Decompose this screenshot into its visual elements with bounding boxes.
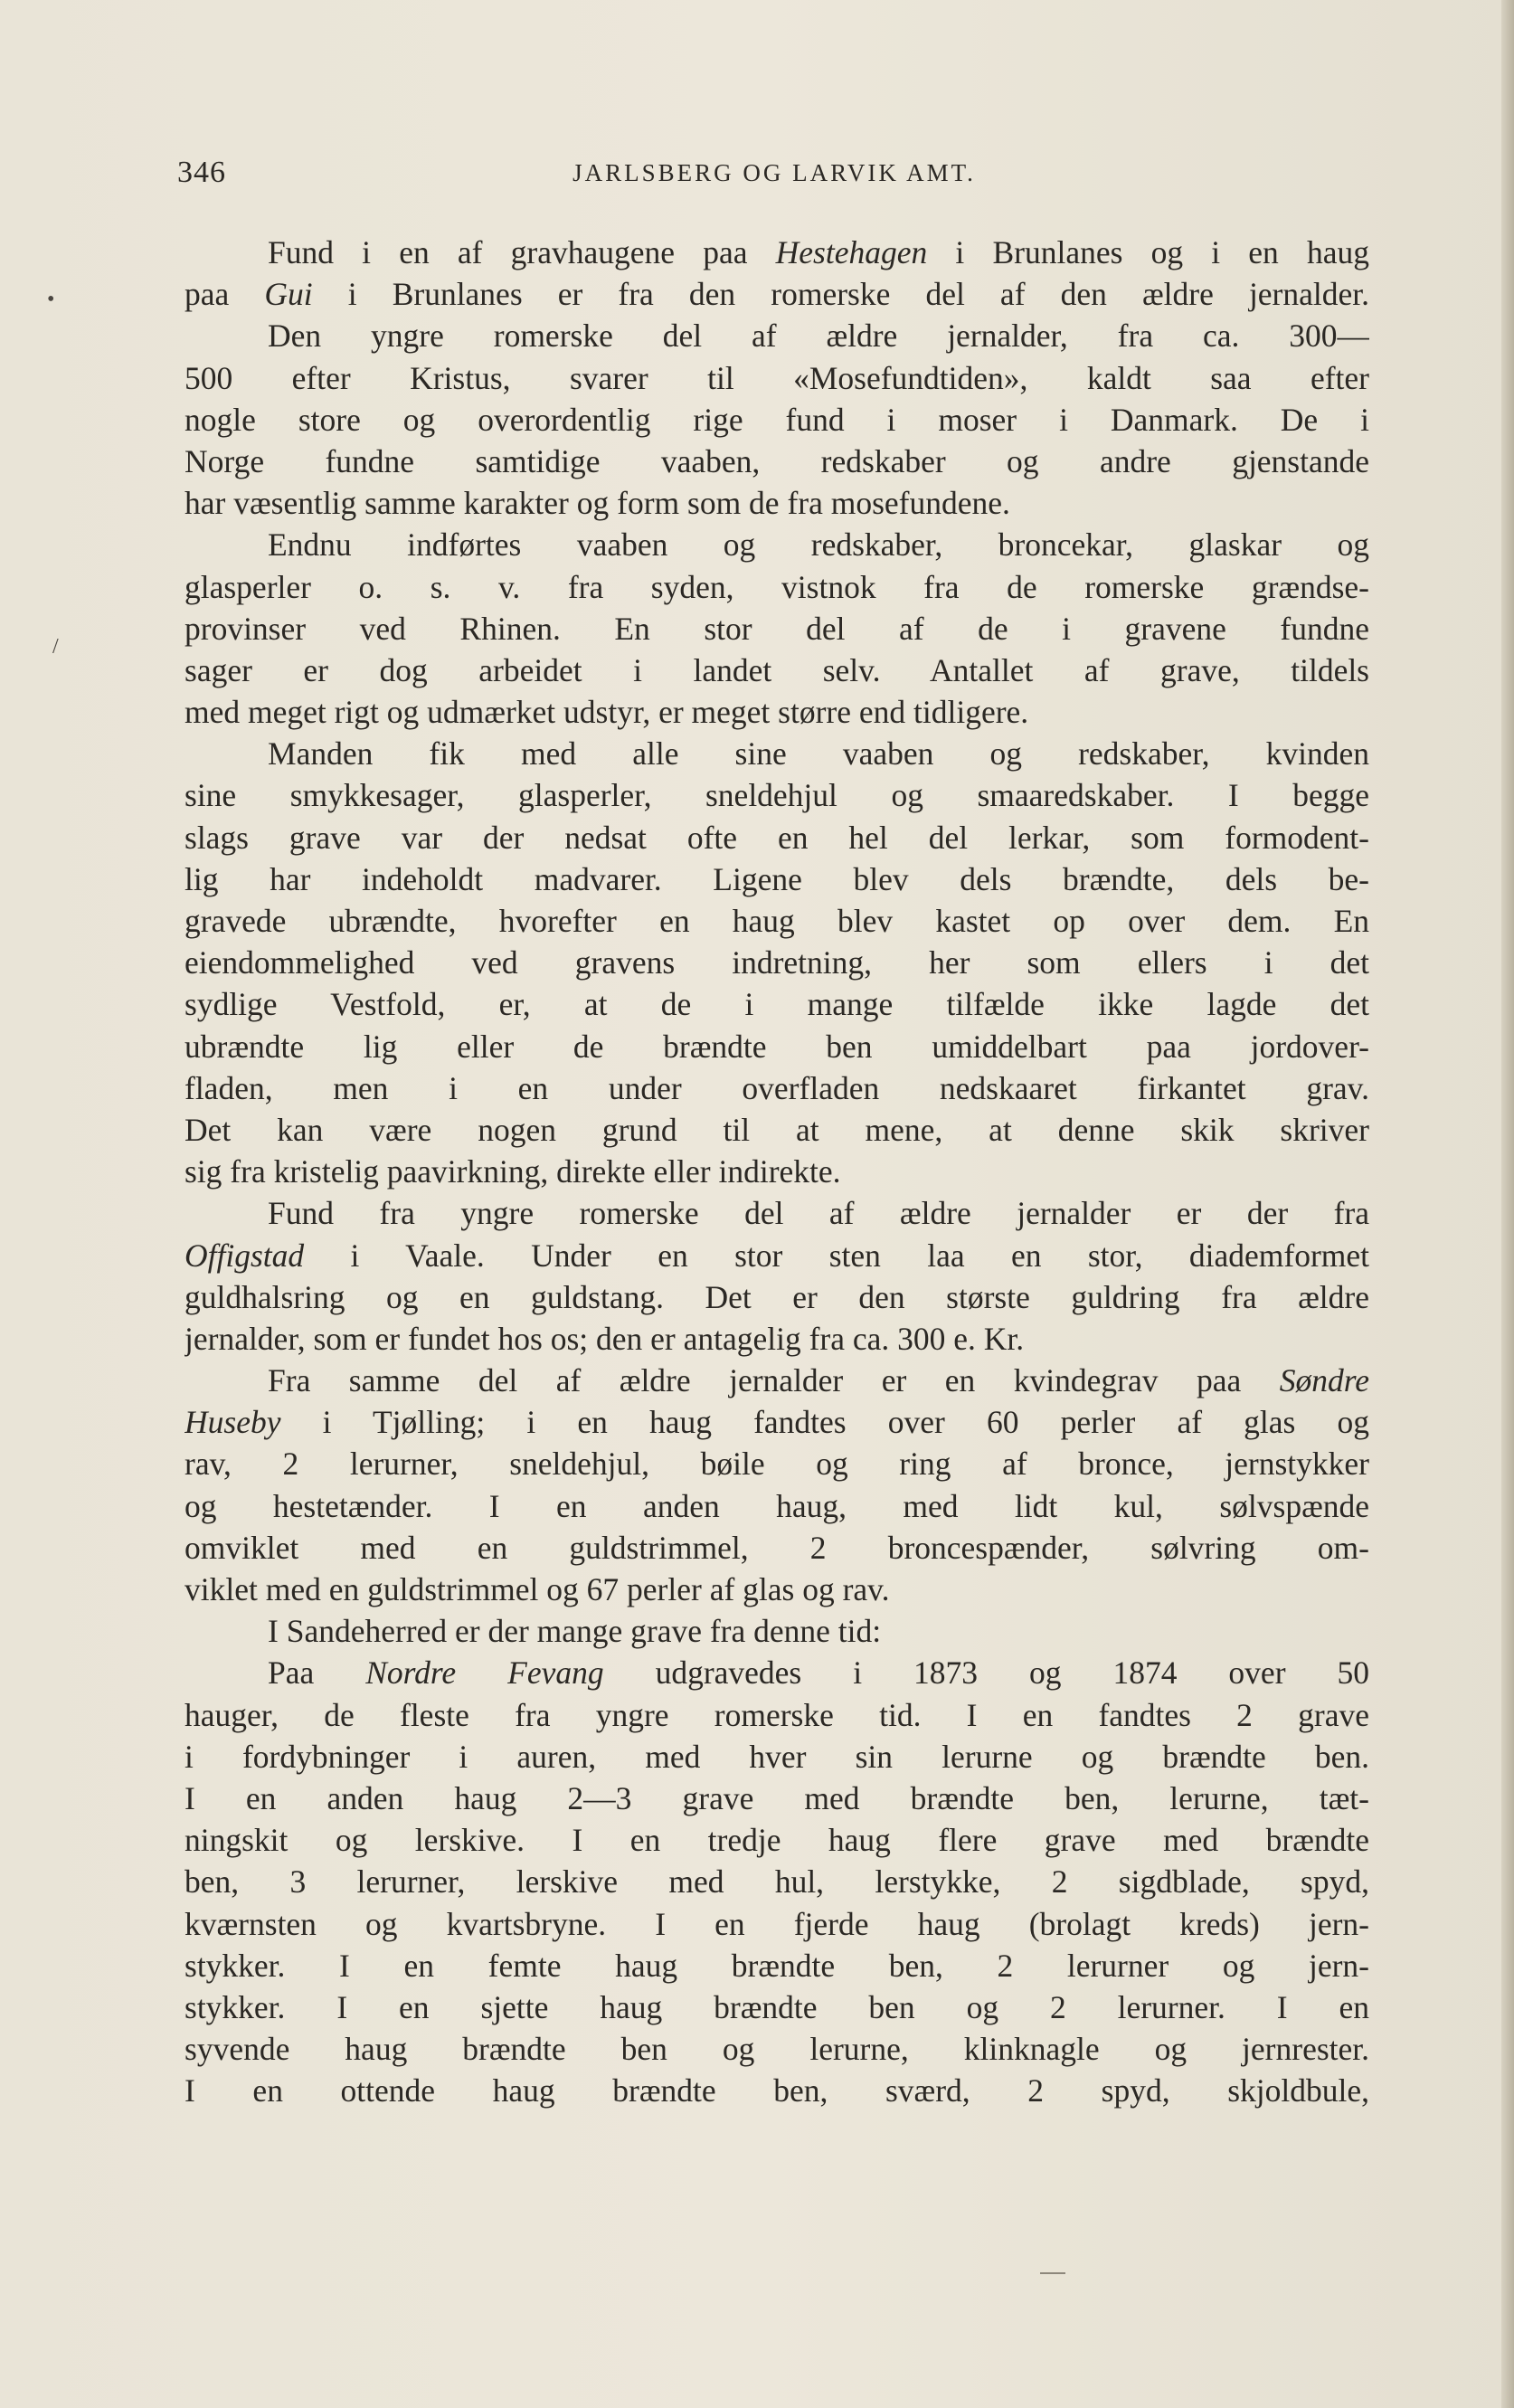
text-line: sine smykkesager, glasperler, sneldehjul og smaaredskaber. I begge: [185, 777, 1369, 814]
text-line: har væsentlig samme karakter og form som de fra mosefundene.: [185, 485, 1010, 522]
text-line: Det kan være nogen grund til at mene, at denne skik skriver: [185, 1111, 1369, 1148]
text-line: Manden fik med alle sine vaaben og redskaber, kvinden: [268, 735, 1369, 773]
text-line: Den yngre romerske del af ældre jernalder, fra ca. 300—: [268, 318, 1369, 355]
text-line: Fra samme del af ældre jernalder er en kvindegrav paa Søndre: [268, 1362, 1369, 1399]
text-line: Endnu indførtes vaaben og redskaber, broncekar, glaskar og: [268, 526, 1369, 564]
text-line: provinser ved Rhinen. En stor del af de i gravene fundne: [185, 610, 1369, 647]
text-line: syvende haug brændte ben og lerurne, klinknagle og jernrester.: [185, 2031, 1369, 2068]
text-line: sig fra kristelig paavirkning, direkte eller indirekte.: [185, 1153, 841, 1190]
body-text: [185, 232, 1369, 2111]
text-line: ben, 3 lerurner, lerskive med hul, lerstykke, 2 sigdblade, spyd,: [185, 1863, 1369, 1901]
text-line: stykker. I en femte haug brændte ben, 2 lerurner og jern-: [185, 1947, 1369, 1984]
text-line: stykker. I en sjette haug brændte ben og 2 lerurner. I en: [185, 1988, 1369, 2025]
text-line: I en anden haug 2—3 grave med brændte ben, lerurne, tæt-: [185, 1779, 1369, 1816]
text-line: i fordybninger i auren, med hver sin lerurne og brændte ben.: [185, 1738, 1369, 1775]
text-line: eiendommelighed ved gravens indretning, her som ellers i det: [185, 944, 1369, 981]
text-line: sager er dog arbeidet i landet selv. Antallet af grave, tildels: [185, 651, 1369, 688]
page-header: [177, 156, 1371, 192]
page-edge: [1501, 0, 1514, 2408]
text-line: hauger, de fleste fra yngre romerske tid. I en fandtes 2 grave: [185, 1696, 1369, 1733]
margin-mark: •: [47, 288, 55, 311]
running-title: JARLSBERG OG LARVIK AMT.: [572, 159, 976, 186]
text-line: Huseby i Tjølling; i en haug fandtes over 60 perler af glas og: [185, 1404, 1369, 1441]
text-line: sydlige Vestfold, er, at de i mange tilfælde ikke lagde det: [185, 986, 1369, 1023]
text-line: Fund fra yngre romerske del af ældre jernalder er der fra: [268, 1195, 1369, 1232]
text-line: I en ottende haug brændte ben, sværd, 2 spyd, skjoldbule,: [185, 2072, 1369, 2109]
text-line: Fund i en af gravhaugene paa Hestehagen i Brunlanes og i en haug: [268, 234, 1369, 270]
text-line: jernalder, som er fundet hos os; den er antagelig fra ca. 300 e. Kr.: [185, 1320, 1025, 1357]
page-number: 346: [177, 156, 226, 189]
text-line: gravede ubrændte, hvorefter en haug blev kastet op over dem. En: [185, 903, 1369, 939]
text-line: med meget rigt og udmærket udstyr, er meget større end tidligere.: [185, 694, 1029, 731]
text-line: Paa Nordre Fevang udgravedes i 1873 og 1874 over 50: [268, 1654, 1369, 1692]
text-line: ningskit og lerskive. I en tredje haug flere grave med brændte: [185, 1822, 1369, 1859]
text-line: Offigstad i Vaale. Under en stor sten laa en stor, diademformet: [185, 1237, 1369, 1274]
text-line: rav, 2 lerurner, sneldehjul, bøile og ring af bronce, jernstykker: [185, 1446, 1369, 1483]
stray-mark: [1040, 2272, 1065, 2274]
text-line: Norge fundne samtidige vaaben, redskaber og andre gjenstande: [185, 442, 1369, 479]
text-line: omviklet med en guldstrimmel, 2 broncespænder, sølvring om-: [185, 1529, 1369, 1566]
text-line: I Sandeherred er der mange grave fra denne tid:: [268, 1613, 882, 1650]
text-line: guldhalsring og en guldstang. Det er den største guldring fra ældre: [185, 1278, 1369, 1315]
text-line: lig har indeholdt madvarer. Ligene blev dels brændte, dels be-: [185, 860, 1369, 897]
margin-mark: /: [52, 635, 59, 659]
text-line: fladen, men i en under overfladen nedskaaret firkantet grav.: [185, 1069, 1369, 1106]
text-line: 500 efter Kristus, svarer til «Mosefundtiden», kaldt saa efter: [185, 359, 1369, 396]
text-line: glasperler o. s. v. fra syden, vistnok fra de romerske grændse-: [185, 568, 1369, 605]
text-line: slags grave var der nedsat ofte en hel del lerkar, som formodent-: [185, 819, 1369, 856]
text-line: viklet med en guldstrimmel og 67 perler af glas og rav.: [185, 1571, 890, 1607]
text-line: og hestetænder. I en anden haug, med lidt kul, sølvspænde: [185, 1487, 1369, 1524]
text-line: kværnsten og kvartsbryne. I en fjerde haug (brolagt kreds) jern-: [185, 1905, 1369, 1942]
text-line: nogle store og overordentlig rige fund i moser i Danmark. De i: [185, 401, 1369, 438]
text-line: ubrændte lig eller de brændte ben umiddelbart paa jordover-: [185, 1028, 1369, 1065]
text-line: paa Gui i Brunlanes er fra den romerske del af den ældre jernalder.: [185, 276, 1369, 313]
